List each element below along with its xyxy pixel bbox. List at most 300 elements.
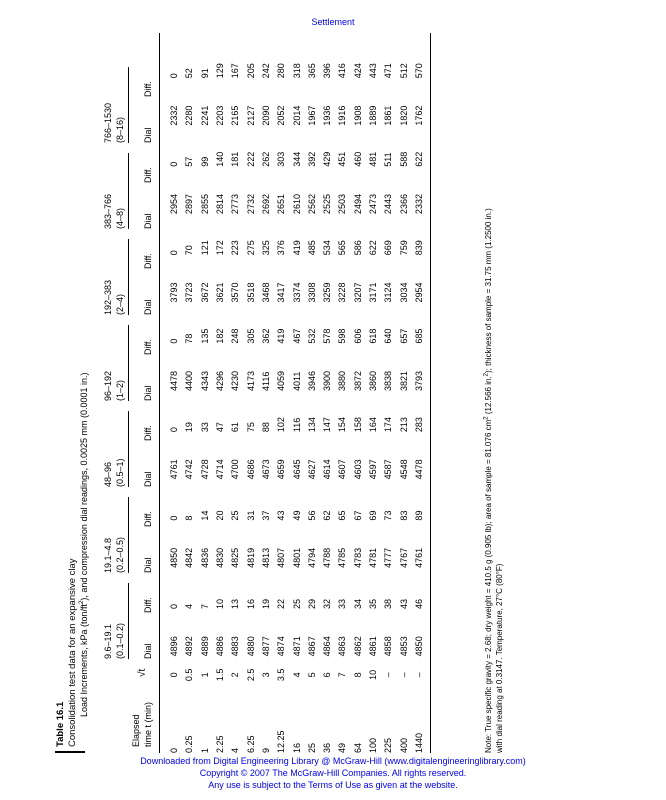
cell-dial: 3034 — [398, 282, 409, 303]
caption-bar — [55, 751, 85, 753]
load-group-tons: (2–4) — [115, 293, 125, 315]
cell-dial: 2897 — [184, 194, 195, 215]
cell-diff: 182 — [215, 328, 226, 344]
cell-dial: 3171 — [368, 282, 378, 303]
load-group-kpa: 96–192 — [103, 370, 113, 401]
cell-diff: 460 — [352, 151, 363, 167]
cell-dial: 2732 — [245, 194, 256, 215]
cell-dial: 4850 — [169, 547, 180, 568]
subheader-diff: Diff. — [143, 511, 153, 527]
cell-dial: 2651 — [276, 194, 287, 215]
cell-diff: 56 — [306, 510, 317, 521]
cell-diff: 61 — [230, 422, 241, 433]
cell-dial: 2610 — [291, 194, 302, 215]
cell-dial: 4627 — [306, 459, 317, 480]
page-header-settlement: Settlement — [311, 17, 355, 27]
cell-diff: 134 — [306, 417, 317, 433]
cell-dial: 4597 — [368, 459, 378, 480]
cell-diff: 303 — [276, 151, 287, 167]
cell-diff: 75 — [245, 422, 256, 433]
cell-dial: 2473 — [368, 194, 378, 215]
cell-diff: 14 — [199, 510, 210, 521]
cell-elapsed-time: 0.25 — [184, 735, 195, 753]
col-elapsed-line1: Elapsed — [131, 714, 141, 747]
load-group-tons: (0.5–1) — [115, 458, 125, 487]
cell-dial: 4686 — [245, 459, 256, 480]
cell-diff: 32 — [322, 599, 333, 610]
cell-diff: 10 — [215, 599, 226, 610]
cell-diff: 164 — [368, 417, 378, 433]
cell-dial: 1936 — [322, 105, 333, 126]
cell-dial: 1916 — [337, 105, 348, 126]
cell-diff: 532 — [306, 328, 317, 344]
cell-elapsed-time: 16 — [291, 742, 302, 753]
cell-diff: 43 — [276, 510, 287, 521]
load-group-rule — [128, 411, 129, 487]
table-row — [381, 33, 396, 753]
cell-dial: 1967 — [306, 105, 317, 126]
cell-diff: 19 — [184, 422, 195, 433]
cell-sqrt-t: 7 — [337, 672, 348, 678]
cell-diff: 640 — [383, 328, 394, 344]
cell-diff: 29 — [306, 599, 317, 610]
cell-dial: 3946 — [306, 370, 317, 391]
cell-diff: 669 — [383, 240, 394, 256]
cell-diff: 280 — [276, 63, 287, 79]
table-row — [167, 33, 182, 753]
cell-dial: 4886 — [215, 636, 226, 657]
cell-dial: 3880 — [337, 370, 348, 391]
cell-dial: 1861 — [383, 105, 394, 126]
cell-dial: 4788 — [322, 547, 333, 568]
cell-sqrt-t: 5 — [306, 672, 317, 678]
cell-dial: 3793 — [169, 282, 180, 303]
cell-dial: 1820 — [398, 105, 409, 126]
load-group-rule — [128, 325, 129, 401]
cell-elapsed-time: 12.25 — [276, 730, 287, 753]
cell-sqrt-t: 1.5 — [215, 668, 226, 682]
cell-diff: 0 — [169, 515, 180, 521]
cell-dial: 3872 — [352, 370, 363, 391]
table-row — [198, 33, 213, 753]
cell-diff: 248 — [230, 328, 241, 344]
load-group-tons: (1–2) — [115, 379, 125, 401]
cell-diff: 365 — [306, 63, 317, 79]
cell-diff: 565 — [337, 240, 348, 256]
cell-dial: 4861 — [368, 636, 378, 657]
table-row — [228, 33, 243, 753]
load-group-kpa: 48–96 — [103, 461, 113, 487]
cell-diff: 91 — [199, 68, 210, 79]
cell-diff: 416 — [337, 63, 348, 79]
cell-sqrt-t: 2.5 — [245, 668, 256, 682]
cell-dial: 2203 — [215, 105, 226, 126]
cell-dial: 2443 — [383, 194, 394, 215]
cell-sqrt-t: 4 — [291, 672, 302, 678]
cell-dial: 2241 — [199, 105, 210, 126]
cell-diff: 62 — [322, 510, 333, 521]
cell-diff: 0 — [169, 338, 180, 344]
cell-diff: 154 — [337, 417, 348, 433]
cell-dial: 2280 — [184, 105, 195, 126]
cell-diff: 35 — [368, 599, 378, 610]
cell-diff: 318 — [291, 63, 302, 79]
table-row — [412, 33, 427, 753]
cell-dial: 4700 — [230, 459, 241, 480]
cell-dial: 2090 — [260, 105, 271, 126]
cell-dial: 4173 — [245, 370, 256, 391]
cell-dial: 4836 — [199, 547, 210, 568]
cell-diff: 376 — [276, 240, 287, 256]
cell-dial: 4761 — [169, 459, 180, 480]
cell-dial: 2332 — [169, 105, 180, 126]
cell-diff: 598 — [337, 328, 348, 344]
cell-dial: 2954 — [169, 194, 180, 215]
cell-diff: 325 — [260, 240, 271, 256]
cell-diff: 67 — [352, 510, 363, 521]
cell-dial: 4801 — [291, 547, 302, 568]
cell-dial: 4400 — [184, 370, 195, 391]
cell-dial: 4781 — [368, 547, 378, 568]
cell-dial: 4777 — [383, 547, 394, 568]
cell-elapsed-time: 6.25 — [245, 735, 256, 753]
cell-dial: 3124 — [383, 282, 394, 303]
load-group-kpa: 9.6–19.1 — [103, 623, 113, 659]
col-elapsed-line2: time t (min) — [143, 702, 153, 747]
cell-diff: 657 — [398, 328, 409, 344]
cell-diff: 172 — [215, 240, 226, 256]
cell-dial: 4614 — [322, 459, 333, 480]
subheader-diff: Diff. — [143, 425, 153, 441]
subheader-diff: Diff. — [143, 597, 153, 613]
table-row — [351, 33, 366, 753]
cell-dial: 4742 — [184, 459, 195, 480]
cell-diff: 0 — [169, 73, 180, 79]
cell-dial: 4864 — [322, 636, 333, 657]
cell-diff: 43 — [398, 599, 409, 610]
cell-diff: 73 — [383, 510, 394, 521]
cell-sqrt-t: 8 — [352, 672, 363, 678]
cell-diff: 534 — [322, 240, 333, 256]
cell-diff: 511 — [383, 152, 394, 167]
cell-dial: 4714 — [215, 459, 226, 480]
cell-dial: 2332 — [413, 194, 424, 215]
cell-dial: 4862 — [352, 636, 363, 657]
cell-diff: 121 — [199, 240, 210, 256]
cell-diff: 33 — [199, 422, 210, 433]
load-group-tons: (0.1–0.2) — [115, 622, 125, 659]
cell-dial: 4783 — [352, 547, 363, 568]
cell-diff: 0 — [169, 427, 180, 433]
cell-dial: 3207 — [352, 282, 363, 303]
cell-dial: 4116 — [260, 371, 271, 391]
table-title: Consolidation test data for an expansive clay — [67, 558, 78, 747]
cell-diff: 167 — [230, 63, 241, 79]
cell-diff: 88 — [260, 422, 271, 433]
cell-diff: 570 — [413, 63, 424, 79]
cell-dial: 4785 — [337, 547, 348, 568]
cell-elapsed-time: 36 — [322, 742, 333, 753]
cell-sqrt-t: 3.5 — [276, 668, 287, 682]
cell-dial: 3860 — [368, 370, 378, 391]
subheader-dial: Dial — [143, 557, 153, 573]
subheader-diff: Diff. — [143, 81, 153, 97]
cell-dial: 3838 — [383, 370, 394, 391]
cell-dial: 1908 — [352, 105, 363, 126]
subheader-diff: Diff. — [143, 167, 153, 183]
cell-diff: 70 — [184, 245, 195, 256]
cell-dial: 4871 — [291, 636, 302, 657]
subheader-dial: Dial — [143, 127, 153, 143]
cell-dial: 2855 — [199, 194, 210, 215]
cell-dial: 3570 — [230, 282, 241, 303]
cell-elapsed-time: 1 — [199, 747, 210, 753]
cell-diff: 135 — [199, 328, 210, 344]
cell-diff: 69 — [368, 510, 378, 521]
footer-download-link[interactable]: Downloaded from Digital Engineering Library @ McGraw-Hill (www.digitalengineeringlibrary.com) — [140, 756, 526, 766]
cell-diff: 89 — [413, 510, 424, 521]
table-row — [366, 33, 381, 753]
cell-diff: 275 — [245, 240, 256, 256]
load-group-tons: (4–8) — [115, 207, 125, 229]
cell-diff: 622 — [413, 151, 424, 167]
cell-diff: 25 — [291, 599, 302, 610]
load-group-tons: (8–16) — [115, 116, 125, 143]
cell-diff: 305 — [245, 328, 256, 344]
cell-dial: 2503 — [337, 194, 348, 215]
table-row — [305, 33, 320, 753]
cell-diff: 0 — [169, 250, 180, 256]
cell-dial: 3900 — [322, 370, 333, 391]
cell-diff: 396 — [322, 63, 333, 79]
cell-diff: 839 — [413, 240, 424, 256]
cell-dial: 3417 — [276, 282, 287, 303]
load-group-rule — [128, 67, 129, 143]
cell-diff: 129 — [215, 63, 226, 79]
cell-diff: 213 — [398, 417, 409, 433]
table-row — [213, 33, 228, 753]
footer-terms-link[interactable]: Any use is subject to the Terms of Use as given at the website. — [208, 780, 458, 790]
cell-dial: 4853 — [398, 636, 409, 657]
cell-diff: 443 — [368, 63, 378, 79]
table-subtitle: Load Increments, kPa $(ton/ft^2)$, and compression dial readings, 0.0025 mm (0.0001 in.) — [79, 372, 89, 717]
cell-diff: 419 — [276, 328, 287, 344]
cell-dial: 3621 — [215, 282, 226, 303]
cell-diff: 25 — [230, 510, 241, 521]
cell-dial: 4059 — [276, 370, 287, 391]
cell-diff: 33 — [337, 599, 348, 610]
subheader-dial: Dial — [143, 213, 153, 229]
cell-dial: 4867 — [306, 636, 317, 657]
table-note: Note: True specific gravity = 2.68; dry weight = 410.5 g (0.905 lb); area of sample = 81.076 $cm^2$ (12.566 in.$^2$); thickness of sample = 31.75 mm (1.2500 in.) with dial reading at 0.3147. Temperature, 27°C (80°F) — [483, 208, 504, 753]
subheader-dial: Dial — [143, 643, 153, 659]
cell-dial: 2525 — [322, 194, 333, 215]
cell-diff: 685 — [413, 328, 424, 344]
cell-diff: 481 — [368, 151, 378, 167]
cell-dial: 2773 — [230, 194, 241, 215]
cell-diff: 242 — [260, 63, 271, 79]
cell-diff: 99 — [199, 156, 210, 167]
subheader-dial: Dial — [143, 385, 153, 401]
cell-diff: 37 — [260, 510, 271, 521]
load-group-rule — [128, 583, 129, 659]
cell-dial: 4892 — [184, 636, 195, 657]
cell-dial: 4825 — [230, 547, 241, 568]
cell-diff: 485 — [306, 240, 317, 256]
cell-diff: 588 — [398, 151, 409, 167]
cell-sqrt-t: 0.5 — [184, 668, 195, 682]
cell-diff: 46 — [413, 599, 424, 610]
cell-elapsed-time: 64 — [352, 742, 363, 753]
page-footer — [0, 755, 666, 791]
cell-diff: 578 — [322, 328, 333, 344]
cell-diff: 83 — [398, 510, 409, 521]
table-row — [320, 33, 335, 753]
cell-dial: 2954 — [413, 282, 424, 303]
cell-diff: 419 — [291, 240, 302, 256]
cell-dial: 4807 — [276, 547, 287, 568]
cell-dial: 3672 — [199, 282, 210, 303]
cell-diff: 0 — [169, 604, 180, 610]
cell-dial: 1889 — [368, 105, 378, 126]
load-group-rule — [128, 497, 129, 573]
load-group-rule — [128, 153, 129, 229]
cell-dial: 3308 — [306, 282, 317, 303]
cell-diff: 174 — [383, 417, 394, 433]
cell-dial: 3821 — [398, 370, 409, 391]
cell-dial: 3723 — [184, 282, 195, 303]
cell-dial: 4889 — [199, 636, 210, 657]
cell-diff: 586 — [352, 240, 363, 256]
load-group-rule — [128, 239, 129, 315]
cell-diff: 205 — [245, 63, 256, 79]
cell-dial: 3793 — [413, 370, 424, 391]
cell-dial: 2127 — [245, 105, 256, 126]
cell-dial: 4296 — [215, 370, 226, 391]
cell-dial: 4761 — [413, 547, 424, 568]
cell-elapsed-time: 100 — [368, 737, 378, 753]
cell-diff: 344 — [291, 151, 302, 167]
table-row — [182, 33, 197, 753]
cell-sqrt-t: – — [413, 672, 424, 678]
cell-dial: 4587 — [383, 459, 394, 480]
cell-dial: 4794 — [306, 547, 317, 568]
cell-diff: 451 — [337, 151, 348, 167]
cell-dial: 4850 — [413, 636, 424, 657]
cell-dial: 2052 — [276, 105, 287, 126]
cell-diff: 22 — [276, 599, 287, 610]
cell-dial: 4603 — [352, 459, 363, 480]
cell-diff: 52 — [184, 68, 195, 79]
cell-sqrt-t: 0 — [169, 672, 180, 678]
cell-dial: 4819 — [245, 547, 256, 568]
cell-dial: 4343 — [199, 370, 210, 391]
cell-elapsed-time: 1440 — [413, 732, 424, 753]
cell-diff: 57 — [184, 156, 195, 167]
cell-dial: 4478 — [169, 370, 180, 391]
cell-sqrt-t: 6 — [322, 672, 333, 678]
cell-dial: 4877 — [260, 636, 271, 657]
cell-diff: 759 — [398, 240, 409, 256]
table-row — [289, 33, 304, 753]
cell-diff: 147 — [322, 417, 333, 433]
cell-elapsed-time: 49 — [337, 742, 348, 753]
cell-dial: 2366 — [398, 194, 409, 215]
load-group-kpa: 19.1–4.8 — [103, 537, 113, 573]
cell-dial: 4830 — [215, 547, 226, 568]
cell-dial: 4728 — [199, 459, 210, 480]
rotated-table-page — [55, 33, 515, 753]
table-row — [396, 33, 411, 753]
cell-elapsed-time: 400 — [398, 737, 409, 753]
cell-diff: 158 — [352, 417, 363, 433]
cell-dial: 4645 — [291, 459, 302, 480]
cell-diff: 20 — [215, 510, 226, 521]
table-row — [335, 33, 350, 753]
cell-dial: 4478 — [413, 459, 424, 480]
cell-elapsed-time: 25 — [306, 742, 317, 753]
cell-diff: 262 — [260, 151, 271, 167]
cell-sqrt-t: 2 — [230, 672, 241, 678]
subheader-diff: Diff. — [143, 253, 153, 269]
cell-diff: 16 — [245, 599, 256, 610]
load-group-tons: (0.2–0.5) — [115, 536, 125, 573]
header-rule — [159, 33, 160, 753]
cell-dial: 3518 — [245, 282, 256, 303]
table-bottom-rule — [430, 33, 431, 753]
cell-dial: 2692 — [260, 194, 271, 215]
cell-diff: 0 — [169, 161, 180, 167]
cell-diff: 283 — [413, 417, 424, 433]
cell-elapsed-time: 2.25 — [215, 735, 226, 753]
cell-sqrt-t: – — [398, 672, 409, 678]
cell-diff: 19 — [260, 599, 271, 610]
cell-diff: 4 — [184, 604, 195, 610]
cell-diff: 512 — [398, 63, 409, 79]
cell-diff: 65 — [337, 510, 348, 521]
cell-diff: 38 — [383, 599, 394, 610]
subheader-diff: Diff. — [143, 339, 153, 355]
cell-dial: 4767 — [398, 547, 409, 568]
subheader-dial: Dial — [143, 299, 153, 315]
cell-dial: 4813 — [260, 547, 271, 568]
cell-sqrt-t: – — [383, 672, 394, 678]
cell-diff: 618 — [368, 328, 378, 344]
cell-dial: 4883 — [230, 636, 241, 657]
cell-diff: 49 — [291, 510, 302, 521]
cell-dial: 4874 — [276, 636, 287, 657]
cell-dial: 2562 — [306, 194, 317, 215]
cell-dial: 3228 — [337, 282, 348, 303]
cell-diff: 622 — [368, 240, 378, 256]
cell-elapsed-time: 225 — [383, 737, 394, 753]
cell-dial: 3374 — [291, 282, 302, 303]
cell-diff: 467 — [291, 328, 302, 344]
cell-sqrt-t: 10 — [368, 669, 378, 680]
cell-dial: 4842 — [184, 547, 195, 568]
cell-diff: 471 — [383, 63, 394, 79]
cell-diff: 34 — [352, 599, 363, 610]
cell-dial: 4659 — [276, 459, 287, 480]
cell-elapsed-time: 9 — [260, 747, 271, 753]
cell-dial: 4011 — [291, 371, 302, 391]
cell-dial: 3259 — [322, 282, 333, 303]
cell-dial: 2165 — [230, 105, 241, 126]
subheader-dial: Dial — [143, 471, 153, 487]
cell-dial: 1762 — [413, 105, 424, 126]
cell-diff: 424 — [352, 63, 363, 79]
cell-diff: 429 — [322, 151, 333, 167]
